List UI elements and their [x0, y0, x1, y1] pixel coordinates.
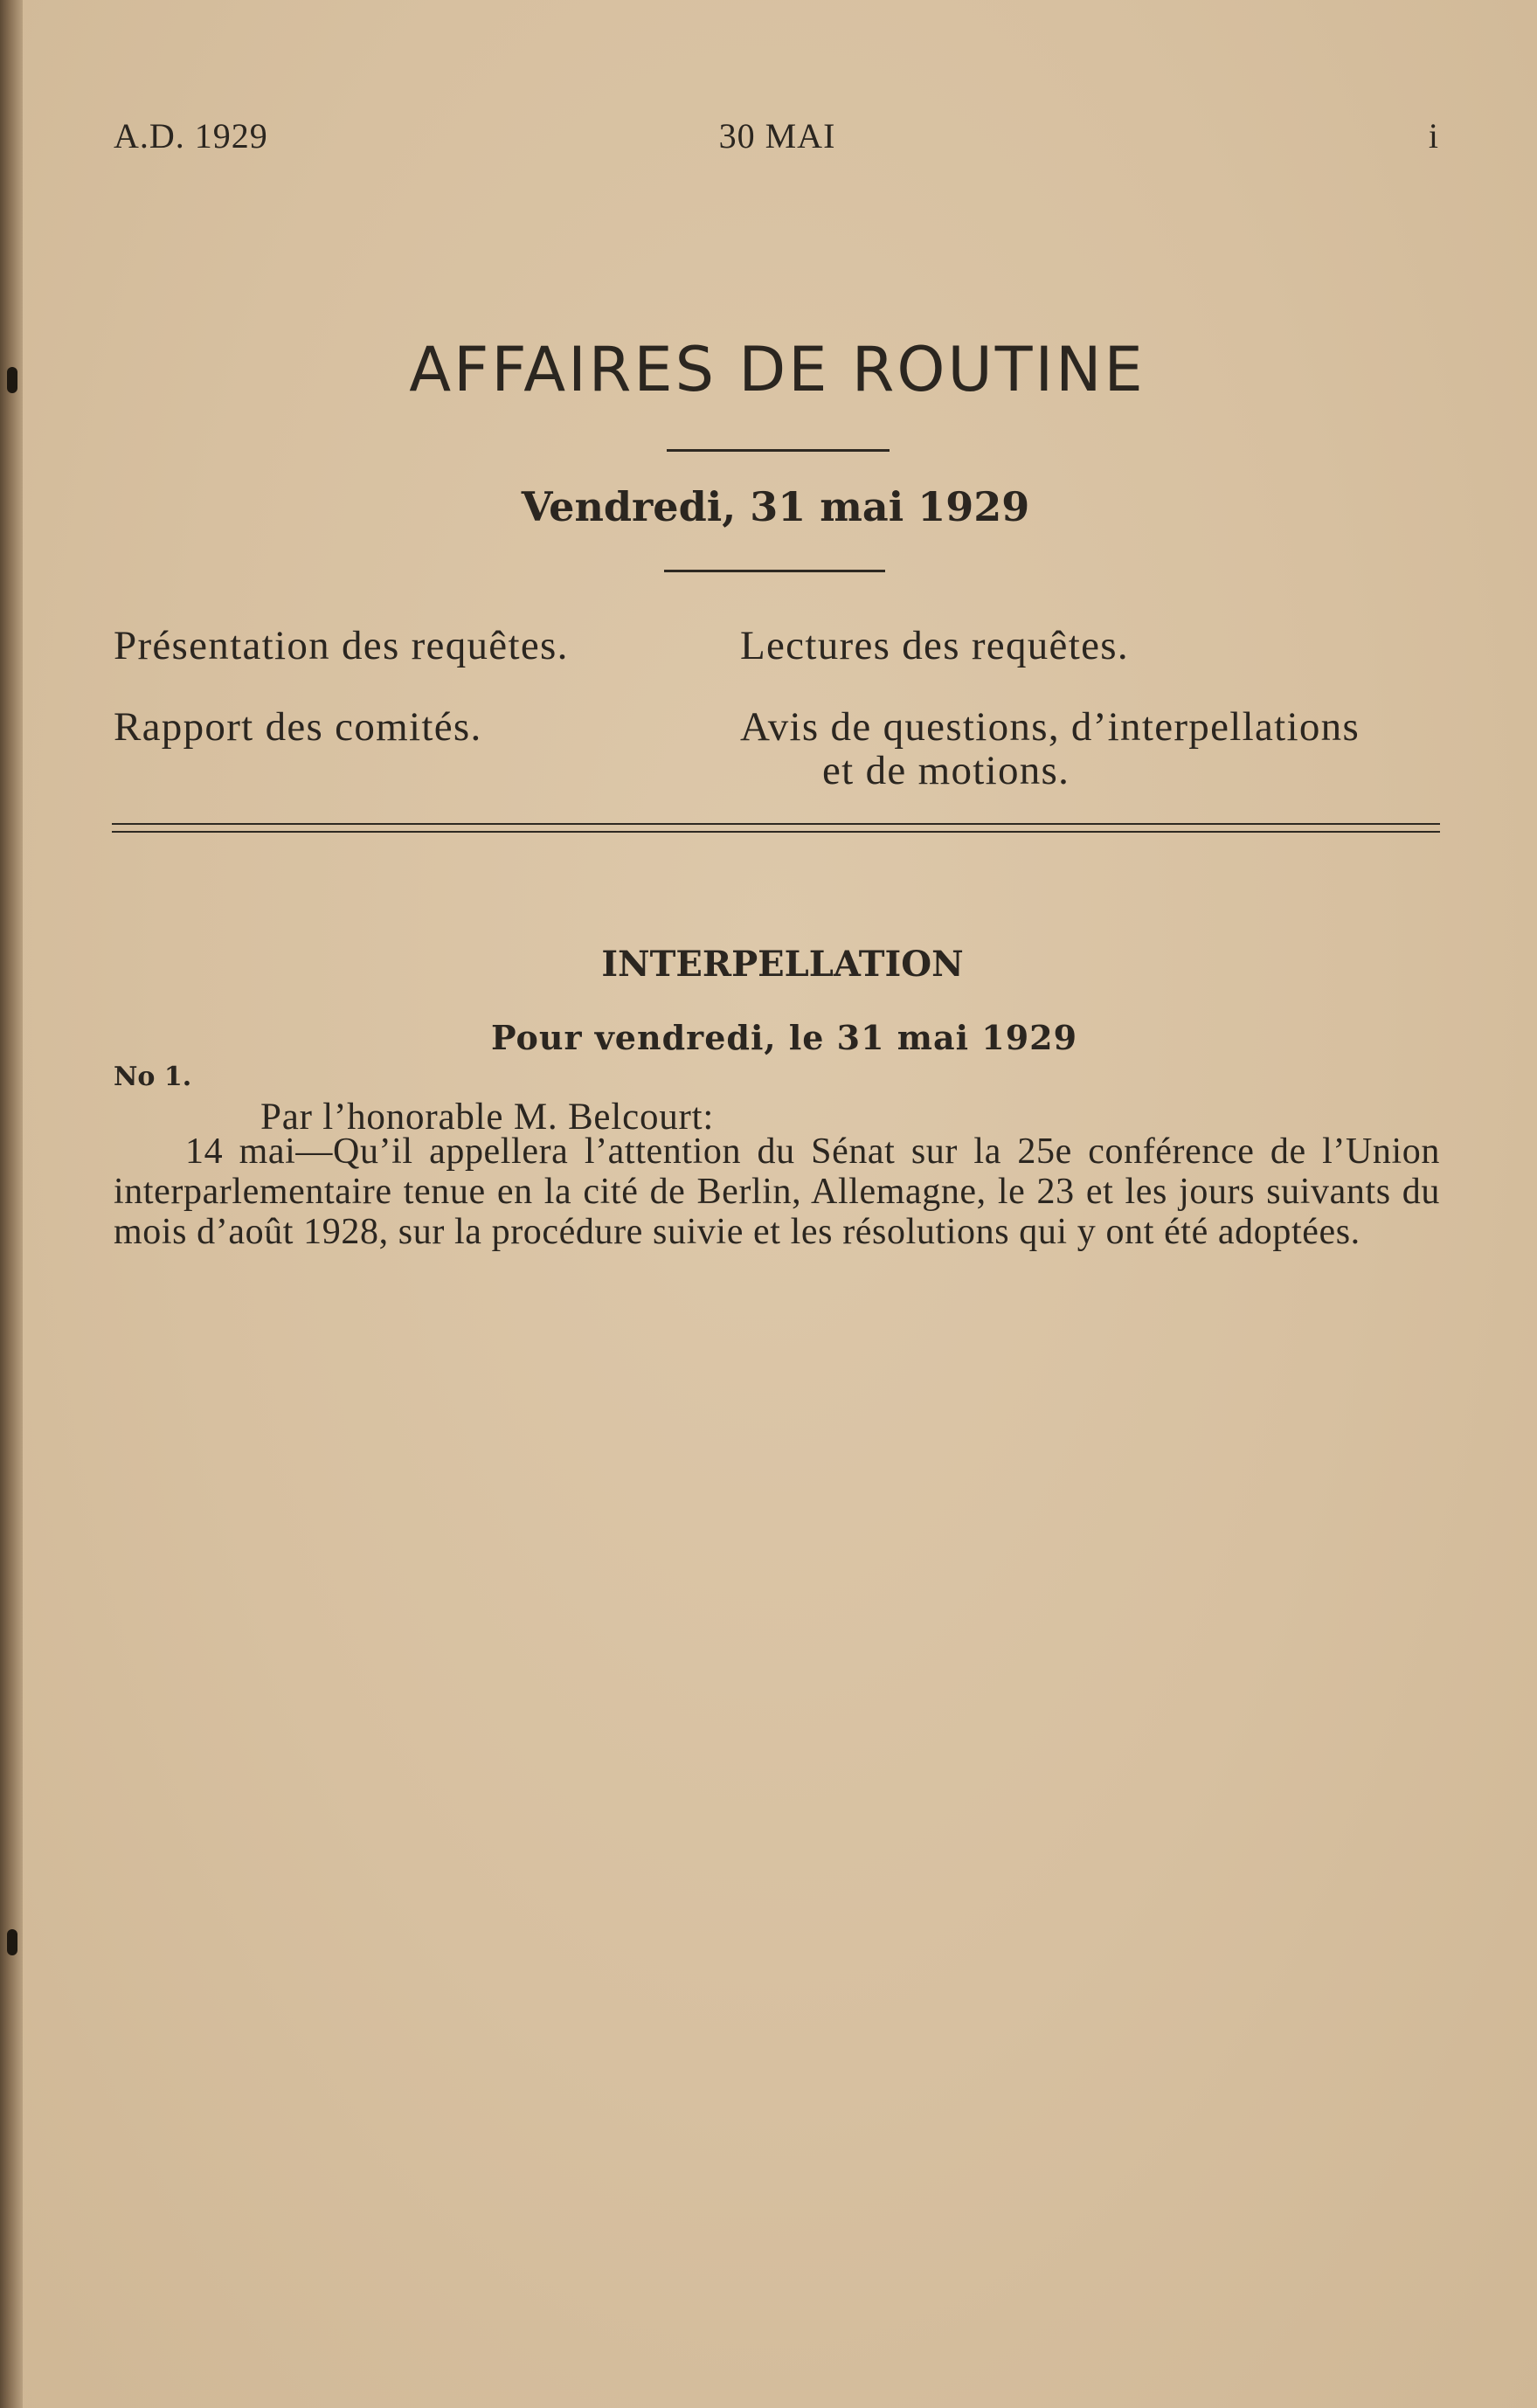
- binding-hole-bottom: [7, 1929, 17, 1955]
- header-year: A.D. 1929: [114, 116, 268, 156]
- section-divider: [112, 823, 1440, 833]
- routine-item-rapport: Rapport des comités.: [114, 704, 482, 750]
- subtitle-rule: [664, 570, 885, 572]
- mover-line: Par l’honorable M. Belcourt:: [260, 1097, 715, 1138]
- routine-item-lectures: Lectures des requêtes.: [740, 623, 1129, 668]
- interpellation-heading: INTERPELLATION: [601, 944, 964, 985]
- routine-item-avis-cont: et de motions.: [822, 748, 1070, 793]
- routine-item-avis: Avis de questions, d’interpellations: [740, 704, 1360, 750]
- header-date: 30 MAI: [718, 116, 836, 156]
- page-title: AFFAIRES DE ROUTINE: [409, 334, 1146, 405]
- interpellation-text: 14 mai—Qu’il appellera l’attention du Sénat sur la 25e conférence de l’Union interparlementaire tenue en la cité de Berlin, Allemagne, le 23 et les jours suivants du mois d’août 1928, sur la procédure suivie et les résolutions qui y ont été adoptées.: [114, 1131, 1440, 1252]
- motion-number: No 1.: [114, 1062, 192, 1092]
- page-number: i: [1428, 116, 1439, 156]
- session-date: Vendredi, 31 mai 1929: [521, 483, 1030, 530]
- routine-item-presentation: Présentation des requêtes.: [114, 623, 569, 668]
- interpellation-date: Pour vendredi, le 31 mai 1929: [490, 1018, 1078, 1057]
- title-rule: [667, 449, 890, 452]
